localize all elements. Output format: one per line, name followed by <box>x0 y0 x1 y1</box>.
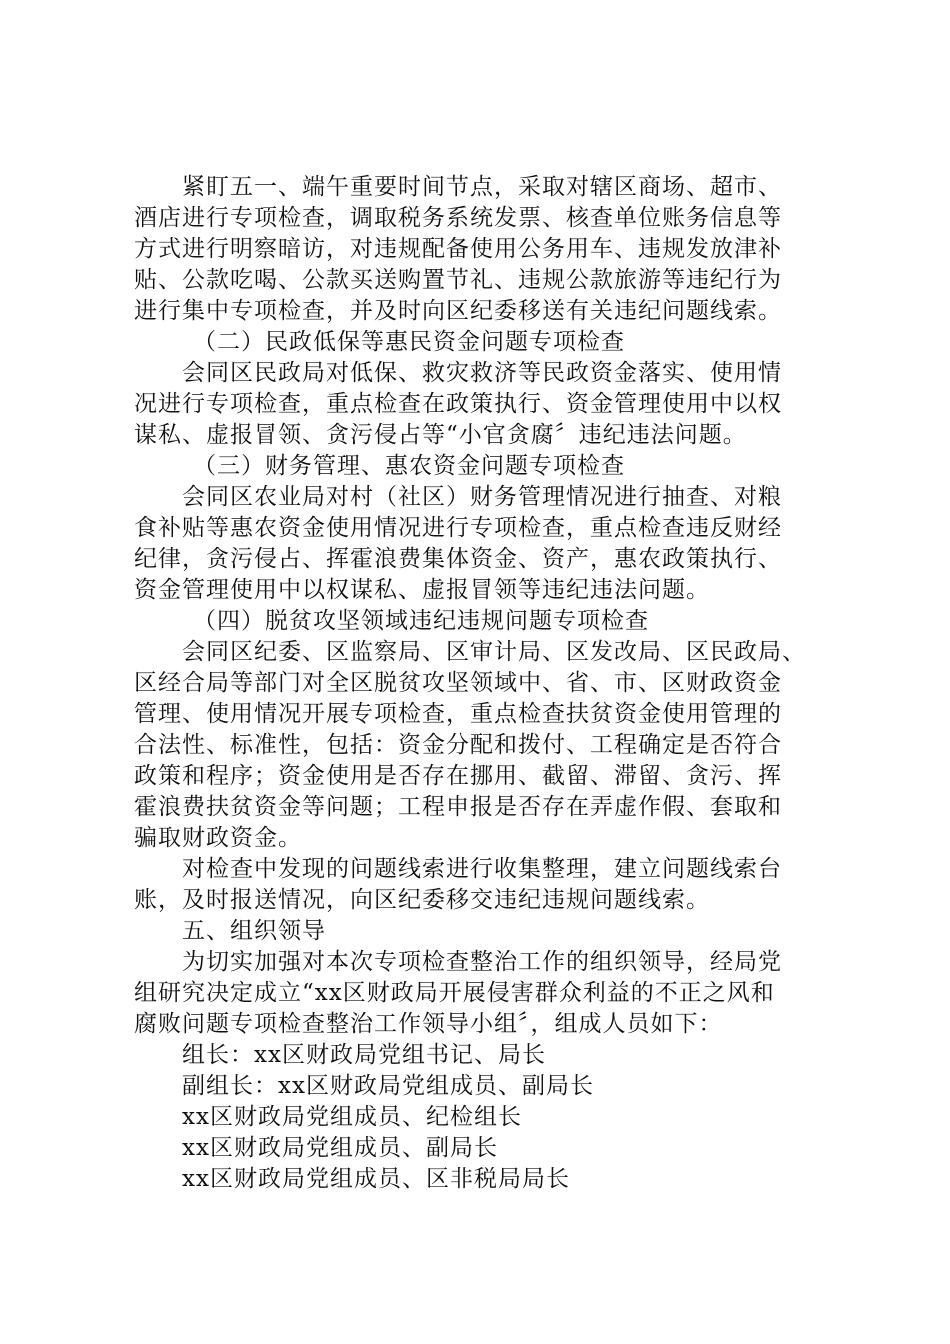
section-heading: （四）脱贫攻坚领域违纪违规问题专项检查 <box>193 608 649 634</box>
paragraph-line: 会同区纪委、区监察局、区审计局、区发改局、区民政局、 <box>182 639 806 665</box>
paragraph-line: 谋私、虚报冒领、贪污侵占等“小官贪腐〞违纪违法问题。 <box>134 422 747 448</box>
paragraph-line: 政策和程序；资金使用是否存在挪用、截留、滞留、贪污、挥 <box>134 763 782 789</box>
paragraph-line: 会同区民政局对低保、救灾救济等民政资金落实、使用情 <box>182 360 782 386</box>
section-heading: （三）财务管理、惠农资金问题专项检查 <box>193 453 625 479</box>
paragraph-line: 资金管理使用中以权谋私、虚报冒领等违纪违法问题。 <box>134 577 710 603</box>
paragraph-line: 食补贴等惠农资金使用情况进行专项检查，重点检查违反财经 <box>134 515 782 541</box>
paragraph-line: 纪律，贪污侵占、挥霍浪费集体资金、资产，惠农政策执行、 <box>134 546 782 572</box>
member-line: xx区财政局党组成员、副局长 <box>182 1135 498 1161</box>
member-line: 副组长：xx区财政局党组成员、副局长 <box>182 1073 594 1099</box>
member-line: 组长：xx区财政局党组书记、局长 <box>182 1042 546 1068</box>
paragraph-line: 区经合局等部门对全区脱贫攻坚领域中、省、市、区财政资金 <box>134 670 782 696</box>
paragraph-line: 合法性、标准性，包括：资金分配和拨付、工程确定是否符合 <box>134 732 782 758</box>
member-line: xx区财政局党组成员、纪检组长 <box>182 1104 522 1130</box>
paragraph-line: 况进行专项检查，重点检查在政策执行、资金管理使用中以权 <box>134 391 782 417</box>
paragraph-line: 为切实加强对本次专项检查整治工作的组织领导，经局党 <box>182 949 782 975</box>
paragraph-line: 骗取财政资金。 <box>134 825 302 851</box>
section-heading: （二）民政低保等惠民资金问题专项检查 <box>193 329 625 355</box>
paragraph-line: 会同区农业局对村（社区）财务管理情况进行抽查、对粮 <box>182 484 782 510</box>
paragraph-line: 对检查中发现的问题线索进行收集整理，建立问题线索台 <box>182 856 782 882</box>
document-body <box>134 172 834 1195</box>
paragraph-line: 组研究决定成立“xx区财政局开展侵害群众利益的不正之风和 <box>134 980 775 1006</box>
paragraph-line: 进行集中专项检查，并及时向区纪委移送有关违纪问题线索。 <box>134 298 782 324</box>
paragraph-line: 贴、公款吃喝、公款买送购置节礼、违规公款旅游等违纪行为 <box>134 267 782 293</box>
paragraph-line: 酒店进行专项检查，调取税务系统发票、核查单位账务信息等 <box>134 205 782 231</box>
paragraph-line: 管理、使用情况开展专项检查，重点检查扶贫资金使用管理的 <box>134 701 782 727</box>
section-heading: 五、组织领导 <box>182 918 326 944</box>
paragraph-line: 紧盯五一、端午重要时间节点，采取对辖区商场、超市、 <box>182 174 782 200</box>
member-line: xx区财政局党组成员、区非税局局长 <box>182 1166 570 1192</box>
paragraph-line: 账，及时报送情况，向区纪委移交违纪违规问题线索。 <box>134 887 710 913</box>
paragraph-line: 霍浪费扶贫资金等问题；工程申报是否存在弄虚作假、套取和 <box>134 794 782 820</box>
paragraph-line: 方式进行明察暗访，对违规配备使用公务用车、违规发放津补 <box>134 236 782 262</box>
paragraph-line: 腐败问题专项检查整治工作领导小组〞，组成人员如下： <box>134 1011 723 1037</box>
